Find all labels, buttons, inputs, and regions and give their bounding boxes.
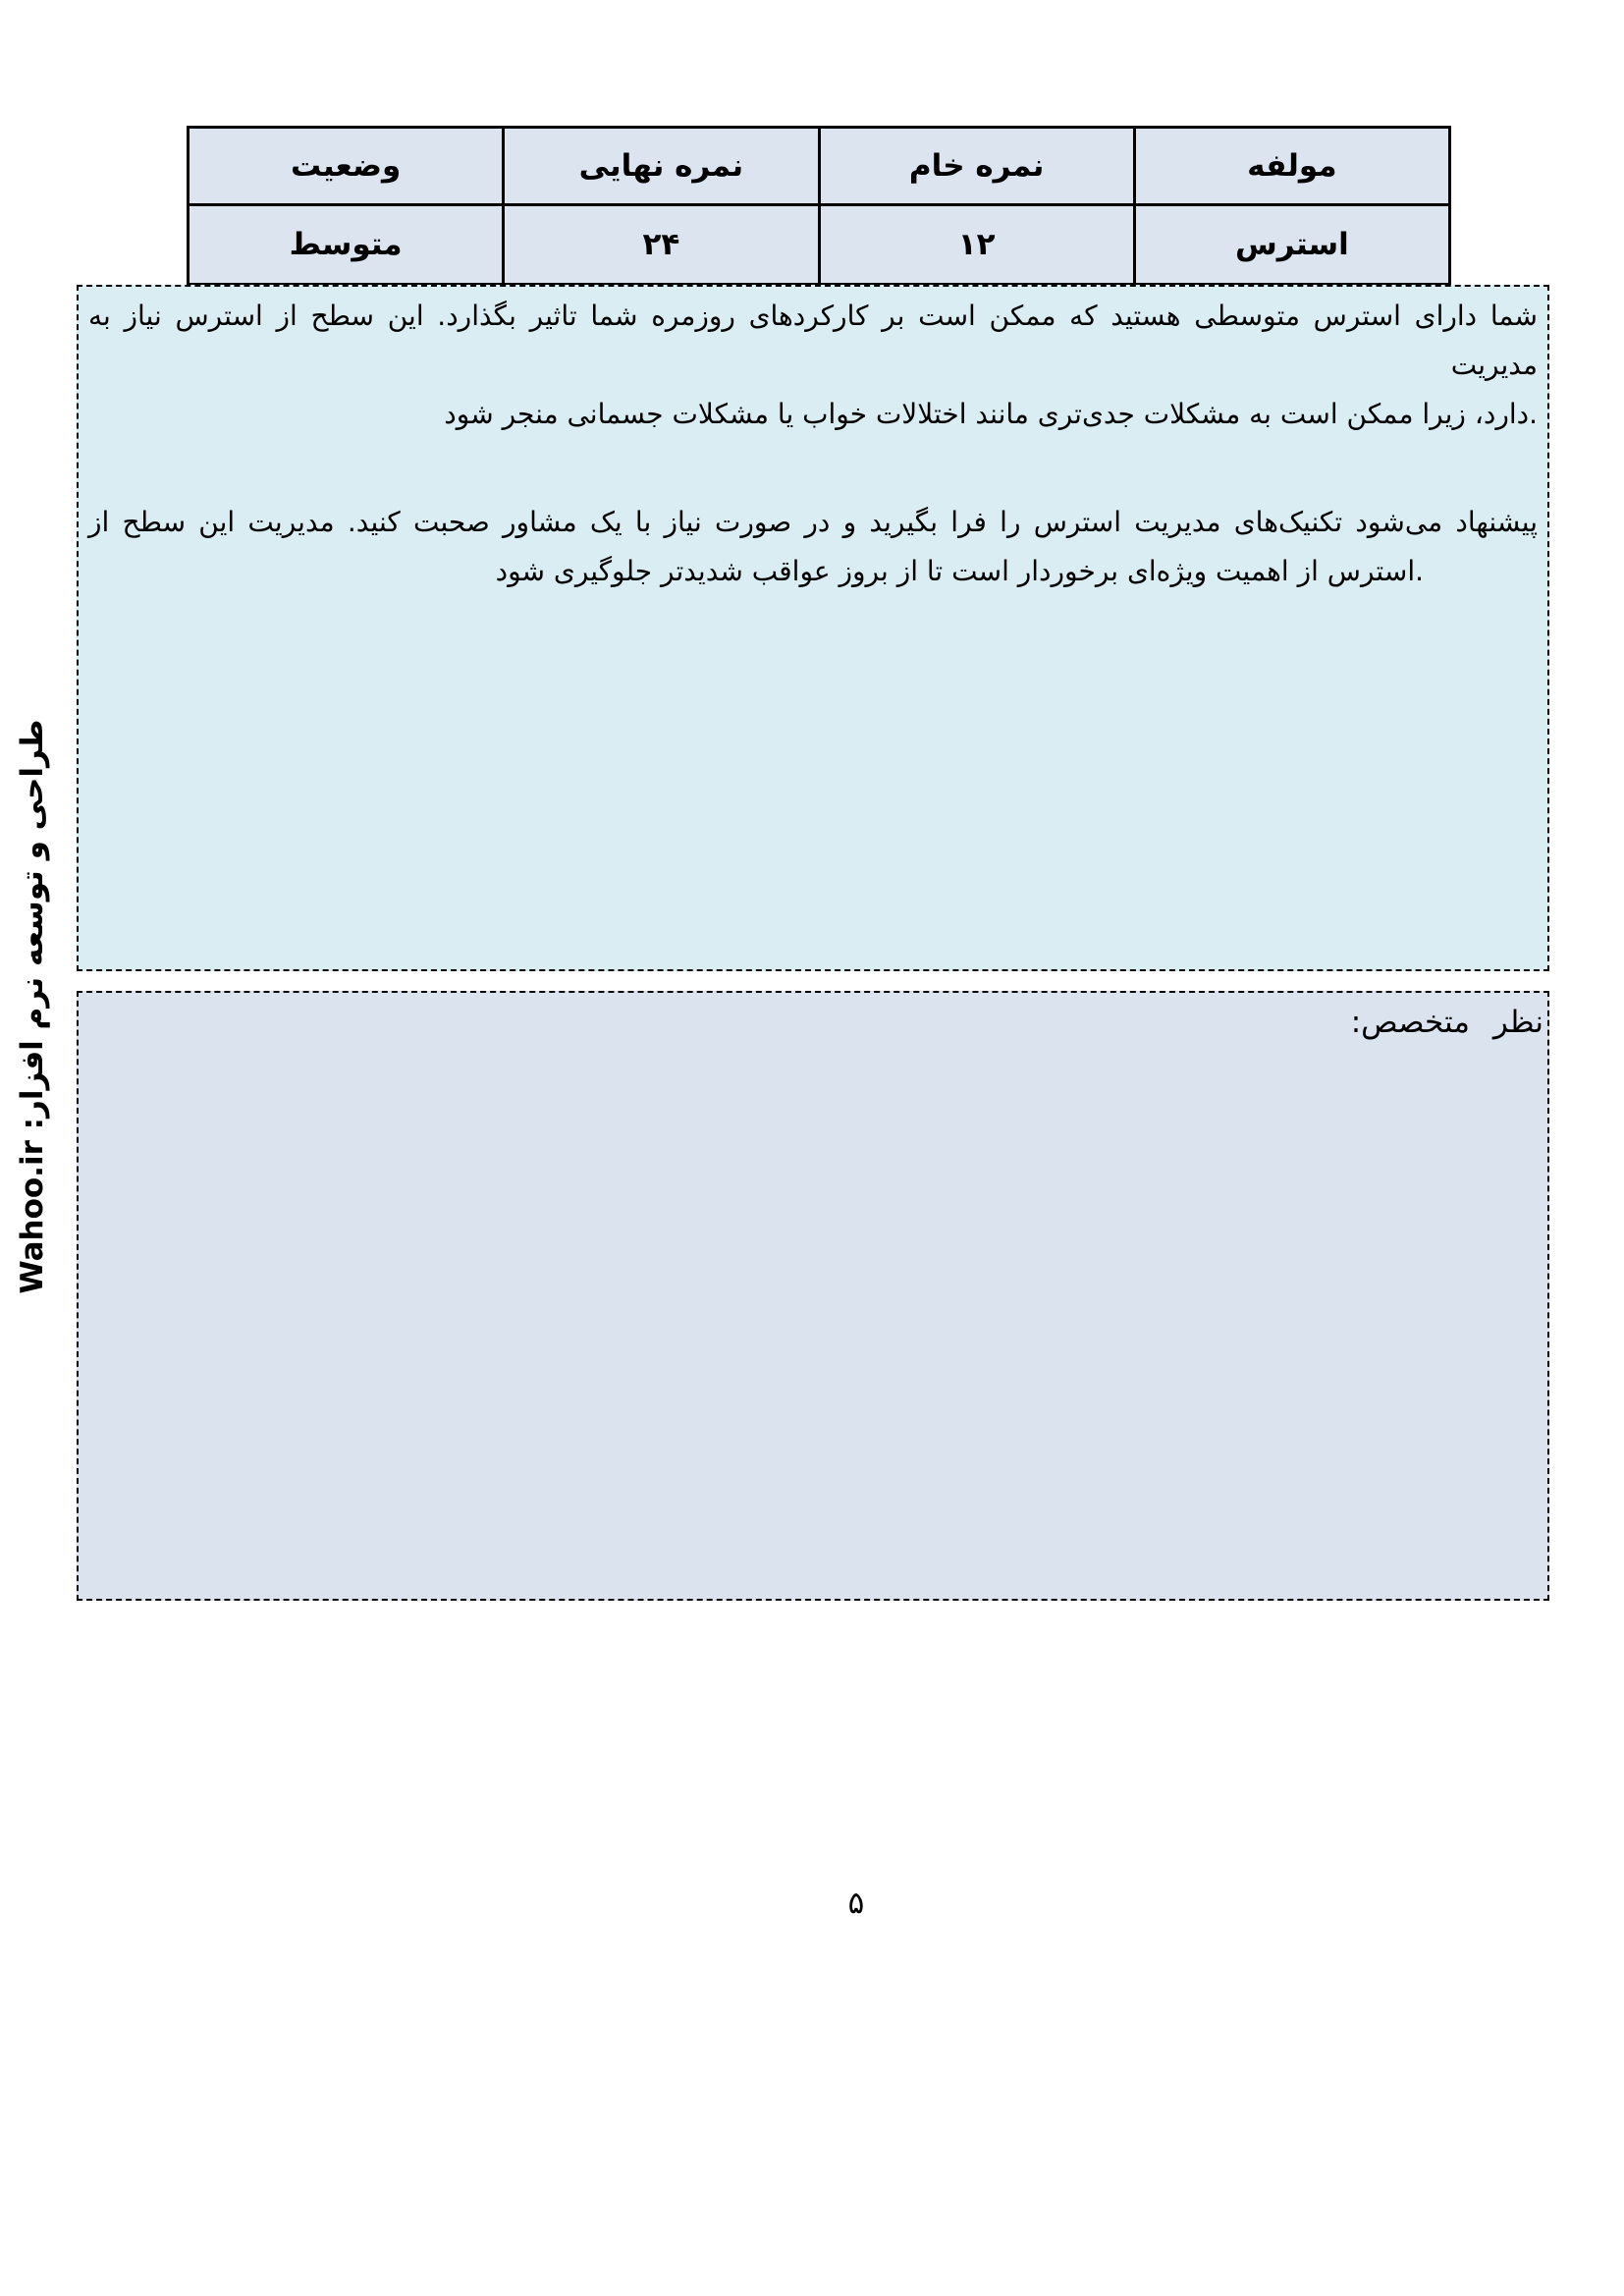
cell-status: متوسط (189, 205, 504, 285)
result-paragraph-2-line-2: .استرس از اهمیت ویژه‌ای برخوردار است تا از بروز عواقب شدیدتر جلوگیری شود (495, 555, 1424, 587)
result-paragraph-2-line-1: پیشنهاد می‌شود تکنیک‌های مدیریت استرس را فرا بگیرید و در صورت نیاز با یک مشاور صحبت کنید. مدیریت این سطح از (88, 506, 1538, 538)
header-final-score: نمره نهایی (504, 128, 819, 205)
stress-result-box (77, 285, 1549, 971)
page-number: ۵ (847, 1886, 865, 1921)
expert-opinion-box (77, 991, 1549, 1601)
table-row (189, 205, 1450, 285)
score-table-body (189, 205, 1450, 285)
result-paragraph-1-line-2: .دارد، زیرا ممکن است به مشکلات جدی‌تری مانند اختلالات خواب یا مشکلات جسمانی منجر شود (444, 398, 1538, 430)
developer-credit: طراحی و توسعه نرم افزار: Wahoo.ir (15, 719, 50, 1294)
header-component: مولفه (1134, 128, 1449, 205)
cell-raw-score: ۱۲ (819, 205, 1134, 285)
score-table-header (189, 128, 1450, 205)
header-status: وضعیت (189, 128, 504, 205)
score-table (187, 126, 1451, 286)
expert-opinion-label: نظر متخصص: (1350, 1005, 1543, 1040)
result-paragraph-1-line-1: شما دارای استرس متوسطی هستید که ممکن است بر کارکردهای روزمره شما تاثیر بگذارد. این سطح از استرس نیاز به مدیریت (88, 300, 1538, 381)
header-raw-score: نمره خام (819, 128, 1134, 205)
cell-component: استرس (1134, 205, 1449, 285)
result-paragraph-2 (88, 498, 1538, 596)
result-paragraph-1 (88, 292, 1538, 439)
cell-final-score: ۲۴ (504, 205, 819, 285)
table-header-row (189, 128, 1450, 205)
